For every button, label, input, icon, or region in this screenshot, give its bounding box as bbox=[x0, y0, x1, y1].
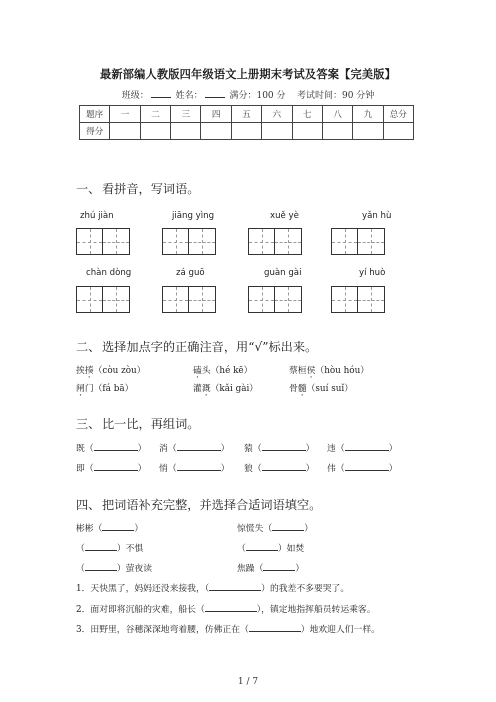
pronunciation-item[interactable] bbox=[76, 363, 146, 376]
compare-char: 伟 bbox=[327, 464, 336, 474]
tian-grid[interactable] bbox=[76, 286, 130, 313]
score-cell[interactable] bbox=[262, 123, 292, 140]
pinyin-options: （suí suǐ） bbox=[306, 384, 354, 394]
score-cell[interactable] bbox=[231, 123, 261, 140]
dotted-char: 磕 bbox=[193, 366, 202, 376]
score-cell[interactable] bbox=[110, 123, 140, 140]
compare-char: 狼 bbox=[244, 464, 253, 474]
word-char: 头 bbox=[201, 366, 211, 376]
pinyin-label: jiāng yìng bbox=[172, 211, 215, 221]
compare-item[interactable]: 既（ ） bbox=[76, 441, 146, 454]
header-cell: 五 bbox=[231, 106, 261, 123]
tian-grid[interactable] bbox=[331, 228, 385, 255]
idiom-prefix: 彬彬（ bbox=[76, 524, 103, 534]
header-cell: 三 bbox=[171, 106, 201, 123]
section-number: 四、 bbox=[76, 498, 101, 512]
answer-blank[interactable] bbox=[263, 561, 295, 571]
idiom-prefix: 焦躁（ bbox=[237, 564, 264, 574]
answer-blank[interactable] bbox=[249, 622, 301, 632]
idiom-fill[interactable] bbox=[237, 521, 313, 534]
idiom-fill[interactable] bbox=[237, 561, 304, 574]
sentence-fill[interactable] bbox=[76, 602, 376, 615]
section-2-heading bbox=[76, 338, 317, 355]
idiom-fill[interactable] bbox=[237, 541, 304, 554]
pinyin-options: （fá bā） bbox=[93, 384, 134, 394]
section-1-heading bbox=[76, 180, 200, 197]
pronunciation-item[interactable] bbox=[193, 381, 258, 394]
header-cell: 总分 bbox=[383, 106, 413, 123]
word-char: 灌 bbox=[193, 384, 202, 394]
name-label: 姓名： bbox=[175, 91, 203, 101]
answer-blank[interactable] bbox=[205, 602, 257, 612]
idiom-fill[interactable] bbox=[76, 521, 143, 534]
header-cell: 六 bbox=[262, 106, 292, 123]
section-3-heading bbox=[76, 415, 200, 432]
exam-info-line bbox=[0, 88, 496, 101]
score-cell[interactable] bbox=[201, 123, 231, 140]
tian-grid[interactable] bbox=[76, 228, 130, 255]
pinyin-options: （còu zòu） bbox=[93, 366, 146, 376]
dotted-char: 侯 bbox=[306, 366, 316, 376]
pinyin-options: （hé kē） bbox=[210, 366, 253, 376]
idiom-suffix: ） bbox=[295, 564, 305, 574]
idiom-prefix: 惊慌失（ bbox=[237, 524, 273, 534]
tian-grid[interactable] bbox=[248, 228, 302, 255]
answer-blank[interactable] bbox=[85, 541, 117, 551]
pinyin-label: zhú jiàn bbox=[80, 211, 114, 221]
pinyin-label: guàn gài bbox=[264, 268, 302, 278]
sentence-suffix: ）地欢迎人们一样。 bbox=[300, 625, 380, 635]
answer-blank[interactable] bbox=[262, 461, 306, 471]
sentence-fill[interactable] bbox=[76, 622, 380, 635]
compare-char: 悄 bbox=[159, 464, 168, 474]
section-title: 选择加点字的正确注音，用“√”标出来。 bbox=[102, 340, 318, 354]
time-label: 考试时间：90 分钟 bbox=[296, 91, 375, 101]
header-cell: 四 bbox=[201, 106, 231, 123]
pronunciation-item[interactable] bbox=[193, 363, 252, 376]
answer-blank[interactable] bbox=[94, 461, 138, 471]
score-cell[interactable] bbox=[353, 123, 383, 140]
compare-char: 即 bbox=[76, 464, 85, 474]
header-cell: 题序 bbox=[80, 106, 110, 123]
score-cell[interactable] bbox=[383, 123, 413, 140]
pronunciation-item[interactable] bbox=[76, 381, 133, 394]
sentence-suffix: ）的我差不多要哭了。 bbox=[261, 584, 350, 594]
idiom-suffix: ）不惧 bbox=[116, 544, 144, 554]
compare-item[interactable]: 悄（ ） bbox=[159, 461, 229, 474]
idiom-suffix: ） bbox=[304, 524, 314, 534]
pronunciation-item[interactable] bbox=[289, 363, 369, 376]
dotted-char: 揍 bbox=[84, 366, 94, 376]
compare-char: 既 bbox=[76, 444, 85, 454]
answer-blank[interactable] bbox=[246, 541, 278, 551]
score-table bbox=[79, 105, 414, 140]
compare-char: 违 bbox=[327, 444, 336, 454]
class-label: 班级： bbox=[121, 91, 149, 101]
sentence-suffix: ），镇定地指挥船员转运乘客。 bbox=[256, 605, 376, 615]
pinyin-label: zá guō bbox=[176, 268, 205, 278]
answer-blank[interactable] bbox=[272, 521, 304, 531]
answer-blank[interactable] bbox=[85, 561, 117, 571]
header-cell: 八 bbox=[322, 106, 352, 123]
idiom-suffix: ） bbox=[134, 524, 144, 534]
word-char: 骨 bbox=[289, 384, 298, 394]
tian-grid[interactable] bbox=[162, 228, 216, 255]
score-cell[interactable] bbox=[292, 123, 322, 140]
name-blank[interactable] bbox=[205, 88, 225, 98]
idiom-fill[interactable] bbox=[76, 541, 143, 554]
section-number: 三、 bbox=[76, 417, 101, 431]
dotted-char: 溉 bbox=[201, 384, 211, 394]
compare-item[interactable]: 违（ ） bbox=[327, 441, 397, 454]
answer-blank[interactable] bbox=[177, 461, 221, 471]
answer-blank[interactable] bbox=[94, 441, 138, 451]
answer-blank[interactable] bbox=[345, 461, 389, 471]
section-title: 比一比，再组词。 bbox=[102, 417, 200, 431]
section-4-heading bbox=[76, 496, 321, 513]
score-cell[interactable] bbox=[322, 123, 352, 140]
class-blank[interactable] bbox=[151, 88, 171, 98]
pinyin-label: chàn dòng bbox=[86, 268, 132, 278]
idiom-prefix: （ bbox=[76, 564, 85, 574]
compare-item[interactable]: 伟（ ） bbox=[327, 461, 397, 474]
idiom-fill[interactable] bbox=[76, 561, 152, 574]
sentence-fill[interactable] bbox=[76, 581, 349, 594]
dotted-char: 闸 bbox=[76, 384, 85, 394]
pinyin-options: （hòu hóu） bbox=[315, 366, 370, 376]
pinyin-label: yǎn hù bbox=[362, 211, 392, 221]
compare-item[interactable]: 猿（ ） bbox=[244, 441, 314, 454]
dotted-char: 髓 bbox=[297, 384, 307, 394]
word-char: 挨 bbox=[76, 366, 85, 376]
compare-char: 猿 bbox=[244, 444, 253, 454]
score-cell[interactable] bbox=[171, 123, 201, 140]
header-cell: 一 bbox=[110, 106, 140, 123]
row-label: 得分 bbox=[80, 123, 110, 140]
pinyin-label: yí huò bbox=[359, 268, 386, 278]
tian-grid[interactable] bbox=[162, 286, 216, 313]
section-title: 把词语补充完整，并选择合适词语填空。 bbox=[102, 498, 322, 512]
word-char: 门 bbox=[84, 384, 94, 394]
sentence-prefix: 1．天快黑了，妈妈还没来接我，（ bbox=[76, 584, 210, 594]
compare-item[interactable]: 即（ ） bbox=[76, 461, 146, 474]
section-number: 二、 bbox=[76, 340, 101, 354]
sentence-prefix: 3．田野里，谷穗深深地弯着腰，仿佛正在（ bbox=[76, 625, 249, 635]
answer-blank[interactable] bbox=[262, 441, 306, 451]
tian-grid[interactable] bbox=[248, 286, 302, 313]
score-label: 满分：100 分 bbox=[229, 91, 286, 101]
tian-grid[interactable] bbox=[331, 286, 385, 313]
page-number: 1 / 7 bbox=[237, 677, 259, 687]
pinyin-label: xuě yè bbox=[270, 211, 299, 221]
answer-blank[interactable] bbox=[209, 581, 261, 591]
score-table-score-row bbox=[80, 123, 414, 140]
compare-item[interactable]: 消（ ） bbox=[159, 441, 229, 454]
section-number: 一、 bbox=[76, 182, 101, 196]
section-title: 看拼音，写词语。 bbox=[102, 182, 200, 196]
page-title: 最新部编人教版四年级语文上册期末考试及答案【完美版】 bbox=[99, 68, 397, 81]
score-cell[interactable] bbox=[140, 123, 170, 140]
header-cell: 七 bbox=[292, 106, 322, 123]
answer-blank[interactable] bbox=[177, 441, 221, 451]
pinyin-options: （kǎi gài） bbox=[210, 384, 259, 394]
idiom-prefix: （ bbox=[76, 544, 85, 554]
compare-char: 消 bbox=[159, 444, 168, 454]
idiom-suffix: ）如焚 bbox=[277, 544, 305, 554]
sentence-prefix: 2．面对即将沉船的灾难，船长（ bbox=[76, 605, 205, 615]
word-char: 蔡桓 bbox=[289, 366, 307, 376]
score-table-header-row bbox=[80, 106, 414, 123]
idiom-prefix: （ bbox=[237, 544, 246, 554]
answer-blank[interactable] bbox=[102, 521, 134, 531]
pronunciation-item[interactable] bbox=[289, 381, 353, 394]
compare-item[interactable]: 狼（ ） bbox=[244, 461, 314, 474]
header-cell: 九 bbox=[353, 106, 383, 123]
idiom-suffix: ）萤夜读 bbox=[116, 564, 153, 574]
answer-blank[interactable] bbox=[345, 441, 389, 451]
header-cell: 二 bbox=[140, 106, 170, 123]
